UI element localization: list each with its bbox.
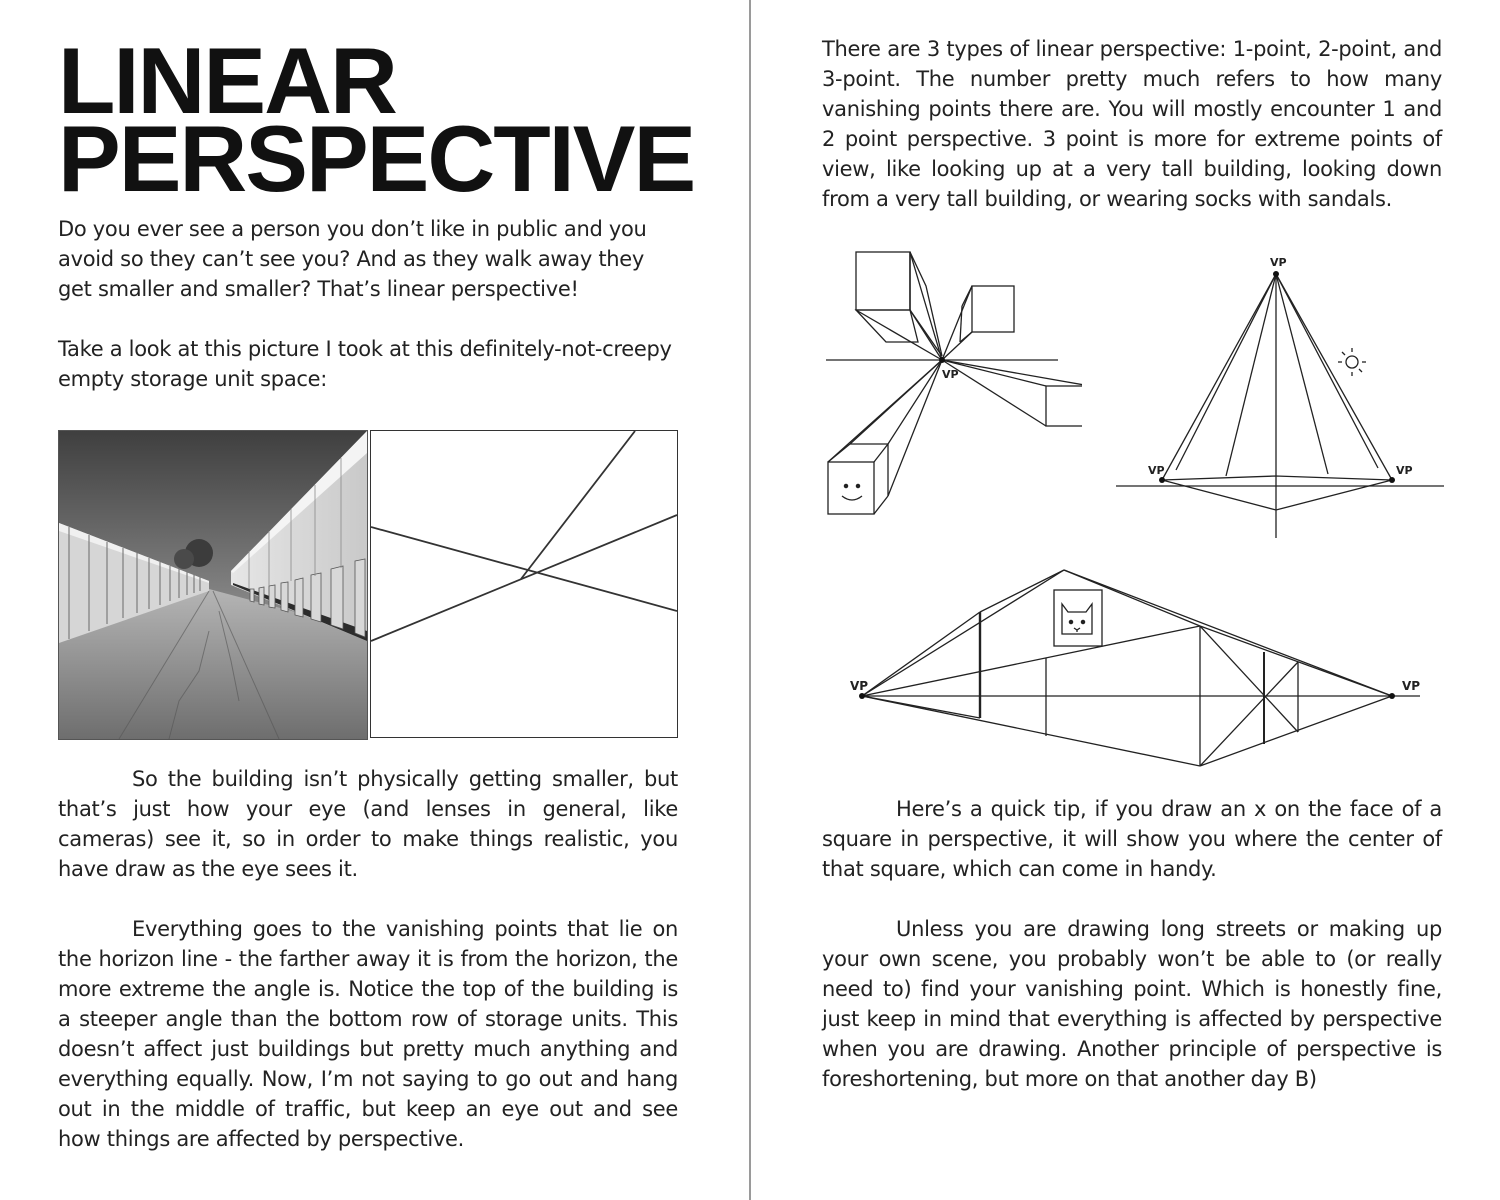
- explanation-paragraph: So the building isn’t physically getting smaller, but that’s just how your eye (and lenses in general, like cameras) see it, so in order to make things realistic, you have draw as the eye sees it.: [58, 767, 678, 881]
- right-page: [822, 34, 1442, 1091]
- one-point-perspective-sketch: [822, 246, 1082, 536]
- tip-paragraph: Here’s a quick tip, if you draw an x on the face of a square in perspective, it will show you where the center of that square, which can come in handy.: [822, 797, 1442, 881]
- roof-line-right: [521, 431, 635, 579]
- title-line-1: LINEAR: [58, 28, 396, 133]
- vp-label-top: VP: [1270, 256, 1287, 269]
- closing-paragraph: Unless you are drawing long streets or making up your own scene, you probably won’t be able to (or really need to) find your vanishing point. Which is honestly fine, just keep in mind that everything is affected by perspective when you are drawing. Another principle of perspective is foreshortening, but more on that another day B): [822, 917, 1442, 1091]
- vp-label-left: VP: [850, 679, 869, 693]
- vp-label-left: VP: [1148, 464, 1165, 477]
- intro-paragraph: Do you ever see a person you don’t like in public and you avoid so they can’t see you? And as they walk away they get smaller and smaller? That’s linear perspective!: [58, 217, 647, 301]
- photo-lead-paragraph: Take a look at this picture I took at this definitely-not-creepy empty storage unit space:: [58, 337, 672, 391]
- storage-unit-photo: [58, 430, 368, 740]
- roof-line-left: [371, 527, 677, 611]
- left-page: [58, 28, 695, 1151]
- vanishing-point-paragraph: Everything goes to the vanishing points that lie on the horizon line - the farther away it is from the horizon, the more extreme the angle is. Notice the top of the building is a steeper angle than the bottom row of storage units. This doesn’t affect just buildings but pretty much anything and everything equally. Now, I’m not saying to go out and hang out in the middle of traffic, but keep an eye out and see how things are affected by perspective.: [58, 917, 678, 1151]
- page-title: [58, 28, 695, 211]
- vp-label-right: VP: [1402, 679, 1421, 693]
- types-paragraph: There are 3 types of linear perspective: 1-point, 2-point, and 3-point. The number pretty much refers to how many vanishing points there are. You will mostly encounter 1 and 2 point perspective. 3 point is more for extreme points of view, like looking up at a very tall building, looking down from a very tall building, or wearing socks with sandals.: [822, 37, 1442, 211]
- two-point-perspective-sketch: [840, 566, 1440, 776]
- three-point-perspective-sketch: [1114, 252, 1444, 542]
- ground-line-right: [371, 515, 677, 641]
- vp-label: VP: [942, 368, 959, 381]
- vanishing-lines-diagram: [370, 430, 678, 738]
- page-spine: [749, 0, 751, 1200]
- title-line-2: PERSPECTIVE: [58, 106, 695, 211]
- vp-label-right: VP: [1396, 464, 1413, 477]
